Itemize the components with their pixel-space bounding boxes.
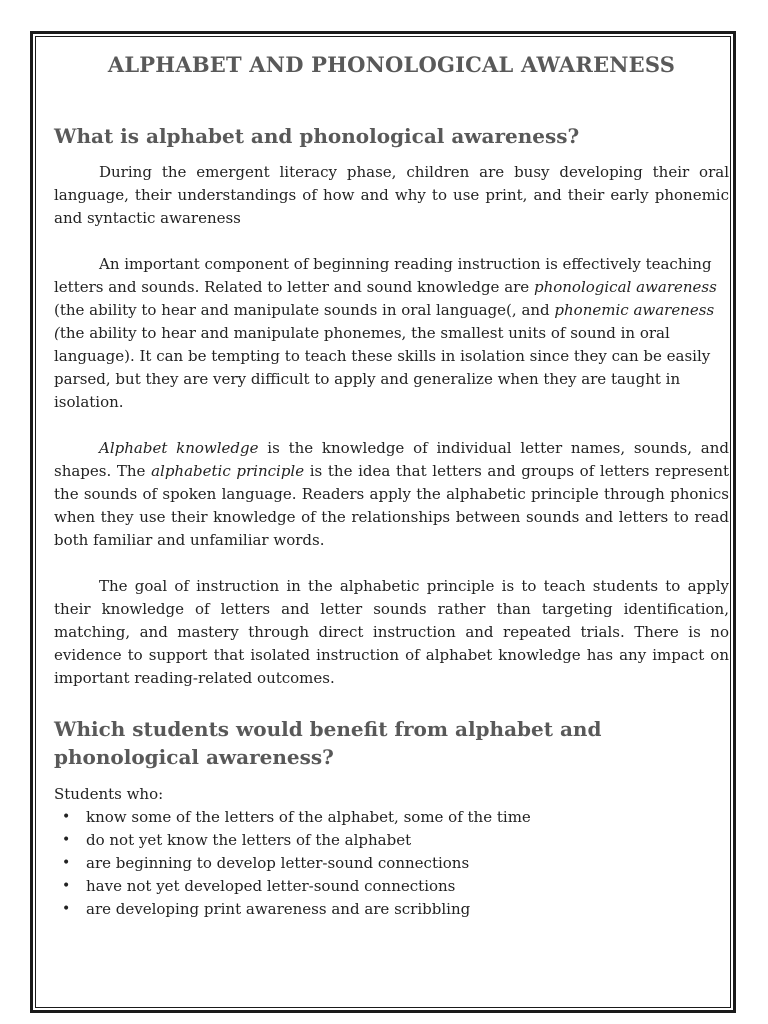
- list-item: • are developing print awareness and are scribbling: [54, 898, 729, 921]
- list-item: • have not yet developed letter-sound connections: [54, 875, 729, 898]
- paragraph-alphabet-knowledge: [54, 437, 729, 552]
- list-item: • know some of the letters of the alphabet, some of the time: [54, 806, 729, 829]
- term-phonological-awareness: phonological awareness: [533, 278, 717, 296]
- list-item: • do not yet know the letters of the alphabet: [54, 829, 729, 852]
- students-list: [54, 806, 729, 921]
- term-alphabetic-principle: alphabetic principle: [151, 462, 305, 480]
- section-heading-what-is: What is alphabet and phonological awareness?: [54, 124, 580, 148]
- section-heading-which-students: Which students would benefit from alphabet and phonological awareness?: [54, 717, 602, 769]
- paragraph-text: is the knowledge of individual letter names, sounds, and shapes. The: [54, 439, 729, 480]
- students-who-label: Students who:: [54, 785, 164, 803]
- term-alphabet-knowledge: Alphabet knowledge: [99, 439, 259, 457]
- paragraph-instruction-goal: The goal of instruction in the alphabetic principle is to teach students to apply their knowledge of letters and letter sounds rather than targeting identification, matching, and mastery through direct instruction and repeated trials. There is no evidence to support that isolated instruction of alphabet knowledge has any impact on important reading-related outcomes.: [54, 577, 729, 687]
- list-item: • are beginning to develop letter-sound connections: [54, 852, 729, 875]
- paragraph-text: An important component of beginning reading instruction is effectively teaching letters and sounds. Related to letter and sound knowledge are: [54, 255, 712, 296]
- document-page: [54, 50, 729, 921]
- paragraph-reading-instruction: [54, 253, 729, 414]
- paragraph-text: (the ability to hear and manipulate sounds in oral language(, and: [54, 301, 555, 319]
- paragraph-emergent-literacy: During the emergent literacy phase, children are busy developing their oral language, their understandings of how and why to use print, and their early phonemic and syntactic awareness: [54, 163, 729, 227]
- paragraph-text: the ability to hear and manipulate phonemes, the smallest units of sound in oral language). It can be tempting to teach these skills in isolation since they can be easily parsed, but they are very difficult to apply and generalize when they are taught in isolation.: [54, 324, 711, 411]
- paragraph-text: is the idea that letters and groups of letters represent the sounds of spoken language. Readers apply the alphabetic principle through phonics when they use their knowledge of the relationships between sounds and letters to read both familiar and unfamiliar words.: [54, 462, 730, 549]
- document-title: ALPHABET AND PHONOLOGICAL AWARENESS: [107, 52, 676, 77]
- term-phonemic-awareness: phonemic awareness (: [54, 301, 715, 342]
